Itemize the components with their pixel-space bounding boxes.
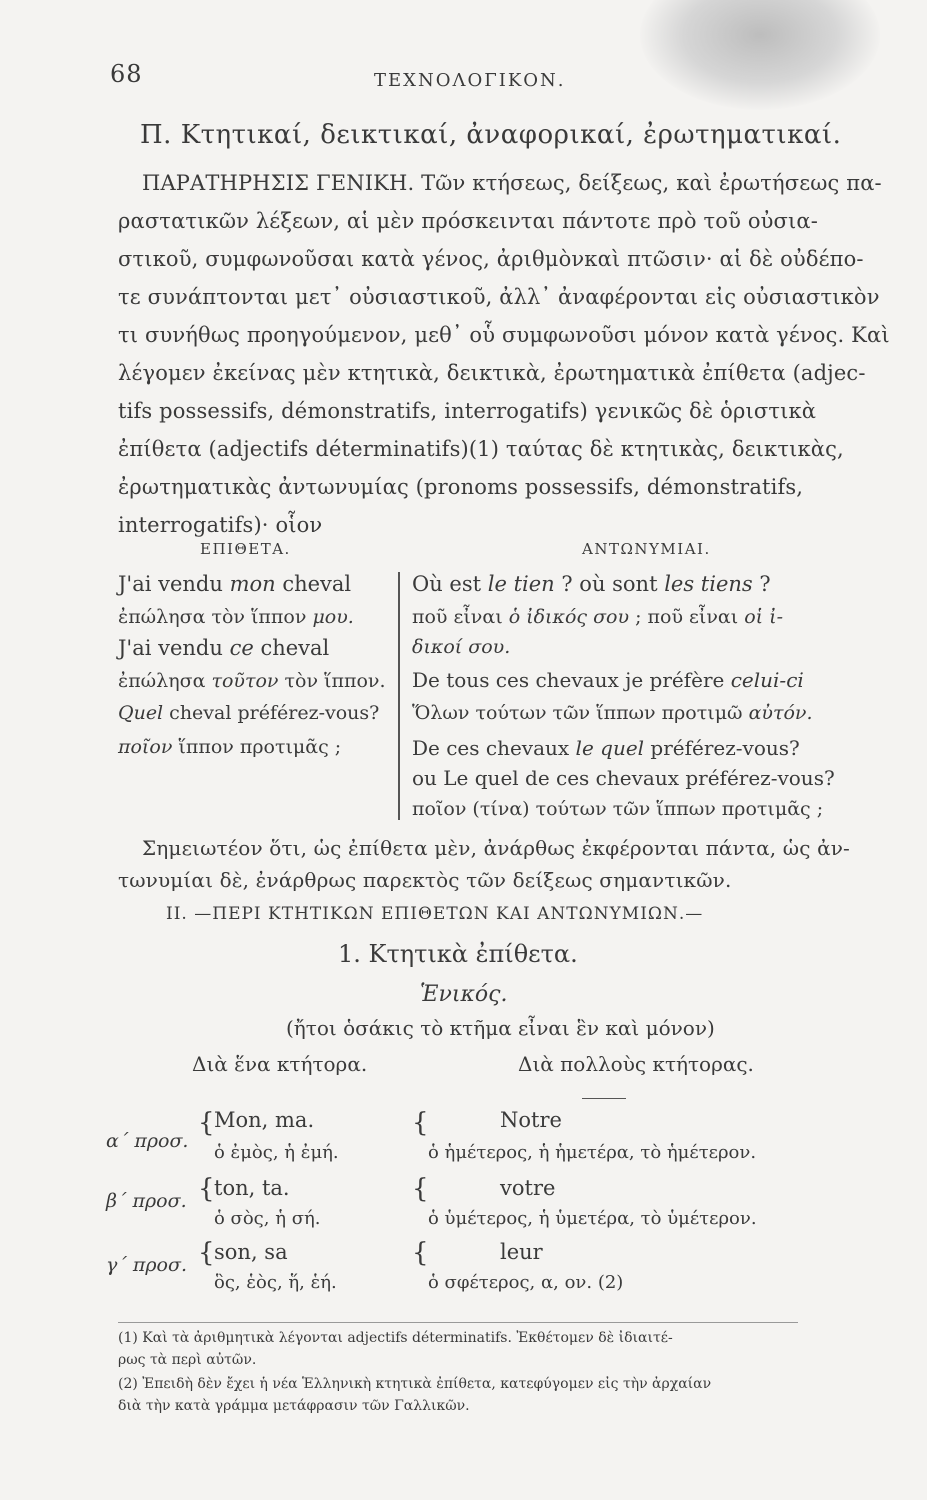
footnote-rule [118, 1322, 798, 1323]
brace: { [198, 1108, 215, 1138]
example-right: ποῦ εἶναι ὁ ἰδικός σου ; ποῦ εἶναι οἱ ἰ- [412, 606, 784, 628]
page-number: 68 [110, 60, 143, 88]
intro-line: interrogatifs)· οἷον [118, 513, 323, 537]
form-fr-plural: votre [500, 1176, 556, 1200]
owner-singular: Διὰ ἕνα κτήτορα. [192, 1052, 368, 1076]
example-right: δικοί σου. [412, 636, 511, 658]
owner-plural: Διὰ πολλοὺς κτήτορας. [518, 1052, 754, 1076]
footnote-line: διὰ τὴν κατὰ γράμμα μετάφρασιν τῶν Γαλλικῶν. [118, 1398, 470, 1414]
example-right: Où est le tien ? où sont les tiens ? [412, 572, 771, 596]
brace: { [412, 1174, 429, 1204]
form-fr-singular: ton, ta. [214, 1176, 290, 1200]
note-line: τωνυμίαι δὲ, ἐνάρθρως παρεκτὸς τῶν δείξεως σημαντικῶν. [118, 868, 732, 892]
intro-line: ἐπίθετα (adjectifs déterminatifs)(1) ταύτας δὲ κτητικὰς, δεικτικὰς, [118, 437, 844, 461]
brace: { [198, 1174, 215, 1204]
form-fr-plural: Notre [500, 1108, 562, 1132]
column-divider [398, 572, 400, 820]
example-left: ἐπώλησα τοῦτον τὸν ἵππον. [118, 670, 386, 692]
example-left: J'ai vendu ce cheval [118, 636, 330, 660]
example-right: De ces chevaux le quel préférez-vous? [412, 736, 800, 760]
form-gr-plural: ὁ σφέτερος, α, ον. (2) [428, 1272, 624, 1293]
intro-line: στικοῦ, συμφωνοῦσαι κατὰ γένος, ἀριθμὸνκαὶ πτῶσιν· αἱ δὲ οὐδέπο- [118, 247, 864, 271]
example-left: ποῖον ἵππον προτιμᾶς ; [118, 736, 342, 758]
column-heading-pronouns: ΑΝΤΩΝΥΜΙΑΙ. [582, 540, 711, 558]
column-heading-adjectives: ΕΠΙΘΕΤΑ. [200, 540, 291, 558]
form-gr-singular: ὁ ἐμὸς, ἡ ἐμή. [214, 1142, 339, 1163]
example-left: J'ai vendu mon cheval [118, 572, 352, 596]
example-right: ποῖον (τίνα) τούτων τῶν ἵππων προτιμᾶς ; [412, 798, 824, 820]
person-label: α΄ προσ. [106, 1130, 189, 1152]
brace: { [412, 1238, 429, 1268]
running-title: ΤΕΧΝΟΛΟΓΙΚΟΝ. [374, 70, 566, 91]
footnote-line: ρως τὰ περὶ αὐτῶν. [118, 1352, 257, 1368]
intro-line: τι συνήθως προηγούμενον, μεθ᾽ οὗ συμφωνοῦσι μόνον κατὰ γένος. Καὶ [118, 323, 890, 347]
intro-line: τε συνάπτονται μετ᾽ οὐσιαστικοῦ, ἀλλ᾽ ἀναφέρονται εἰς οὐσιαστικὸν [118, 285, 880, 309]
divider-rule [582, 1098, 626, 1099]
note-line: Σημειωτέον ὅτι, ὡς ἐπίθετα μὲν, ἀνάρθως ἐκφέρονται πάντα, ὡς ἀν- [142, 836, 850, 860]
intro-line: ραστατικῶν λέξεων, αἱ μὲν πρόσκεινται πάντοτε πρὸ τοῦ οὐσια- [118, 209, 818, 233]
form-fr-singular: son, sa [214, 1240, 288, 1264]
intro-line: tifs possessifs, démonstratifs, interrogatifs) γενικῶς δὲ ὁριστικὰ [118, 399, 817, 423]
intro-line: λέγομεν ἐκείνας μὲν κτητικὰ, δεικτικὰ, ἐρωτηματικὰ ἐπίθετα (adjec- [118, 361, 866, 385]
section-title: Π. Κτητικαί, δεικτικαί, ἀναφορικαί, ἐρωτηματικαί. [140, 120, 842, 150]
footnote-line: (1) Καὶ τὰ ἀριθμητικὰ λέγονται adjectifs déterminatifs. Ἐκθέτομεν δὲ ἰδιαιτέ- [118, 1330, 673, 1346]
example-right: Ὅλων τούτων τῶν ἵππων προτιμῶ αὐτόν. [412, 702, 813, 724]
example-left: ἐπώλησα τὸν ἵππον μου. [118, 606, 354, 628]
form-gr-plural: ὁ ἡμέτερος, ἡ ἡμετέρα, τὸ ἡμέτερον. [428, 1142, 757, 1163]
sub-heading: 1. Κτητικὰ ἐπίθετα. [338, 940, 578, 968]
number-note: (ἤτοι ὁσάκις τὸ κτῆμα εἶναι ἓν καὶ μόνον) [286, 1016, 715, 1040]
subsection-heading: II. —ΠΕΡΙ ΚΤΗΤΙΚΩΝ ΕΠΙΘΕΤΩΝ ΚΑΙ ΑΝΤΩΝΥΜΙΩΝ.— [166, 904, 704, 924]
form-gr-plural: ὁ ὑμέτερος, ἡ ὑμετέρα, τὸ ὑμέτερον. [428, 1208, 757, 1229]
footnote-line: (2) Ἐπειδὴ δὲν ἔχει ἡ νέα Ἑλληνικὴ κτητικὰ ἐπίθετα, κατεφύγομεν εἰς τὴν ἀρχαίαν [118, 1376, 712, 1392]
person-label: β΄ προσ. [106, 1190, 187, 1212]
intro-line: ΠΑΡΑΤΗΡΗΣΙΣ ΓΕΝΙΚΗ. Τῶν κτήσεως, δείξεως, καὶ ἐρωτήσεως πα- [142, 171, 882, 195]
example-right: ou Le quel de ces chevaux préférez-vous? [412, 766, 835, 790]
person-label: γ΄ προσ. [106, 1254, 188, 1276]
example-left: Quel cheval préférez-vous? [118, 702, 380, 724]
brace: { [198, 1238, 215, 1268]
form-gr-singular: ὃς, ἑὸς, ἥ, ἑή. [214, 1272, 337, 1293]
form-gr-singular: ὁ σὸς, ἡ σή. [214, 1208, 321, 1229]
example-right: De tous ces chevaux je préfère celui-ci [412, 668, 804, 692]
form-fr-plural: leur [500, 1240, 543, 1264]
number-heading: Ἑνικός. [420, 982, 508, 1007]
scan-smudge [640, 0, 880, 110]
form-fr-singular: Mon, ma. [214, 1108, 315, 1132]
brace: { [412, 1108, 429, 1138]
intro-line: ἐρωτηματικὰς ἀντωνυμίας (pronoms possessifs, démonstratifs, [118, 475, 804, 499]
